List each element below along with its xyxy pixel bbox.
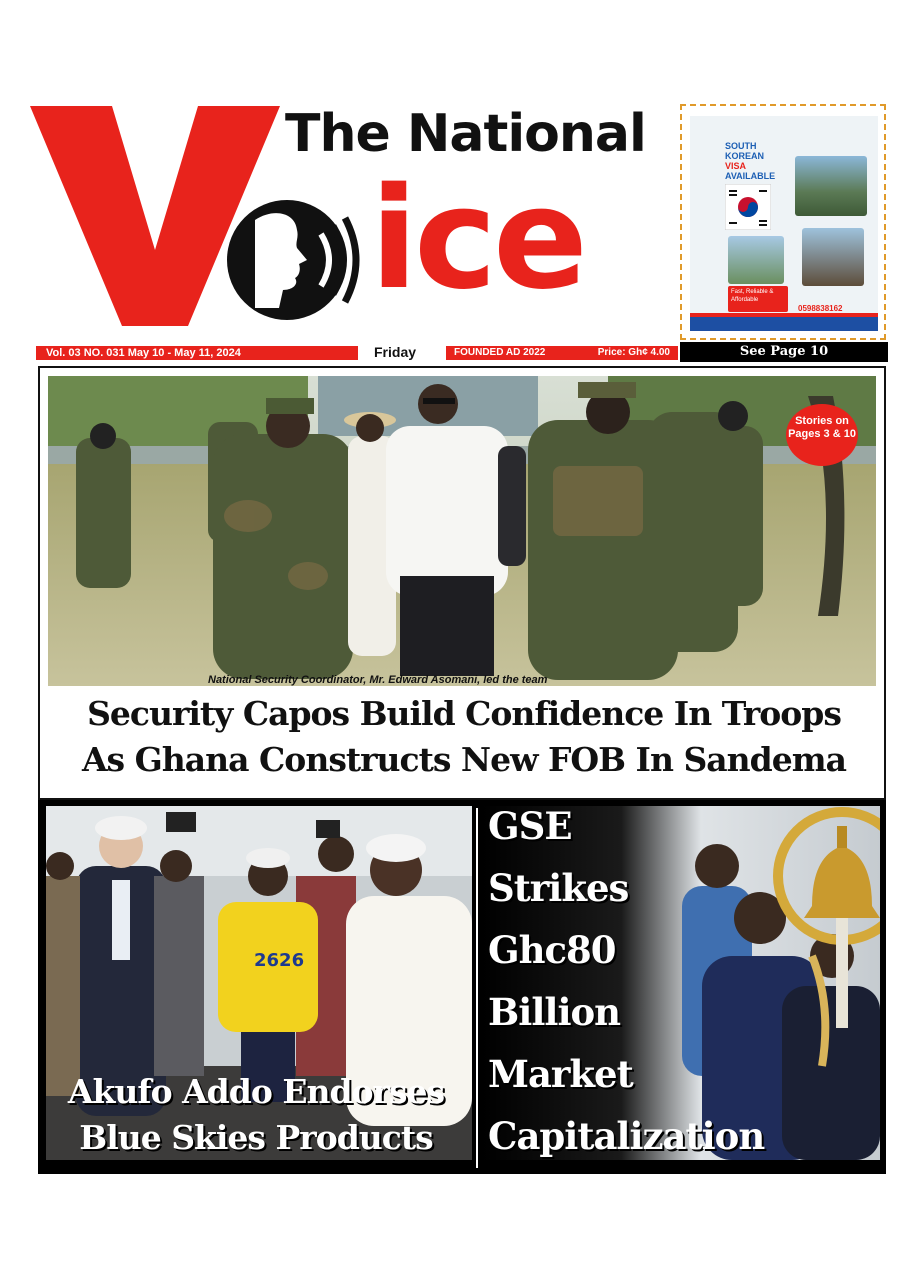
lead-headline-line2[interactable]: As Ghana Constructs New FOB In Sandema: [81, 740, 847, 779]
gse-headline-line3[interactable]: Ghc80: [488, 928, 616, 972]
issue-number: Vol. 03 NO. 031 May 10 - May 11, 2024: [36, 346, 358, 360]
temple-photo: [795, 156, 867, 216]
masthead: [30, 100, 675, 345]
masthead-title-ice: ice: [370, 158, 584, 321]
gse-headline-line1[interactable]: GSE: [488, 804, 572, 848]
gse-headline-line6[interactable]: Capitalization: [488, 1114, 765, 1158]
founded-label: FOUNDED AD 2022: [454, 347, 546, 358]
lead-story: [38, 366, 886, 800]
lead-headline-line1[interactable]: Security Capos Build Confidence In Troops: [87, 694, 841, 733]
gse-bell-photo: [482, 806, 880, 1160]
lead-photo-soldiers: [48, 376, 876, 686]
speaking-head-logo-icon: [225, 190, 365, 330]
shirt-number: 2626: [254, 950, 305, 971]
ad-panel: [690, 116, 878, 331]
masthead-title-top: The National: [285, 104, 646, 164]
gse-headline-line5[interactable]: Market: [488, 1052, 633, 1096]
korean-flag-icon: [725, 184, 771, 230]
gse-headline-line2[interactable]: Strikes: [488, 866, 629, 910]
left-headline-line1[interactable]: Akufo Addo Endorses: [67, 1072, 445, 1111]
ad-title: SOUTH KOREAN VISA AVAILABLE: [725, 141, 776, 181]
photo-caption: National Security Coordinator, Mr. Edward Asomani, led the team: [208, 674, 548, 686]
stories-pages-bubble[interactable]: Stories on Pages 3 & 10: [786, 404, 858, 466]
founded-price-strip: [446, 346, 678, 360]
column-divider: [476, 808, 478, 1168]
price-label: Price: Gh¢ 4.00: [597, 347, 670, 358]
gse-headline-line4[interactable]: Billion: [488, 990, 621, 1034]
ad-phone: 0598838162: [798, 304, 843, 313]
see-page-link[interactable]: See Page 10: [680, 342, 888, 362]
bottom-stories: [38, 800, 886, 1174]
house-photo: [802, 228, 864, 286]
left-headline-line2[interactable]: Blue Skies Products: [79, 1118, 433, 1157]
ad-footer-band: [690, 313, 878, 331]
ad-tagline: Fast, Reliable & Affordable: [728, 286, 788, 312]
issue-info-bar: [36, 344, 678, 362]
building-photo: [728, 236, 784, 284]
issue-day: Friday: [374, 344, 417, 360]
visa-advertisement[interactable]: [680, 104, 886, 340]
